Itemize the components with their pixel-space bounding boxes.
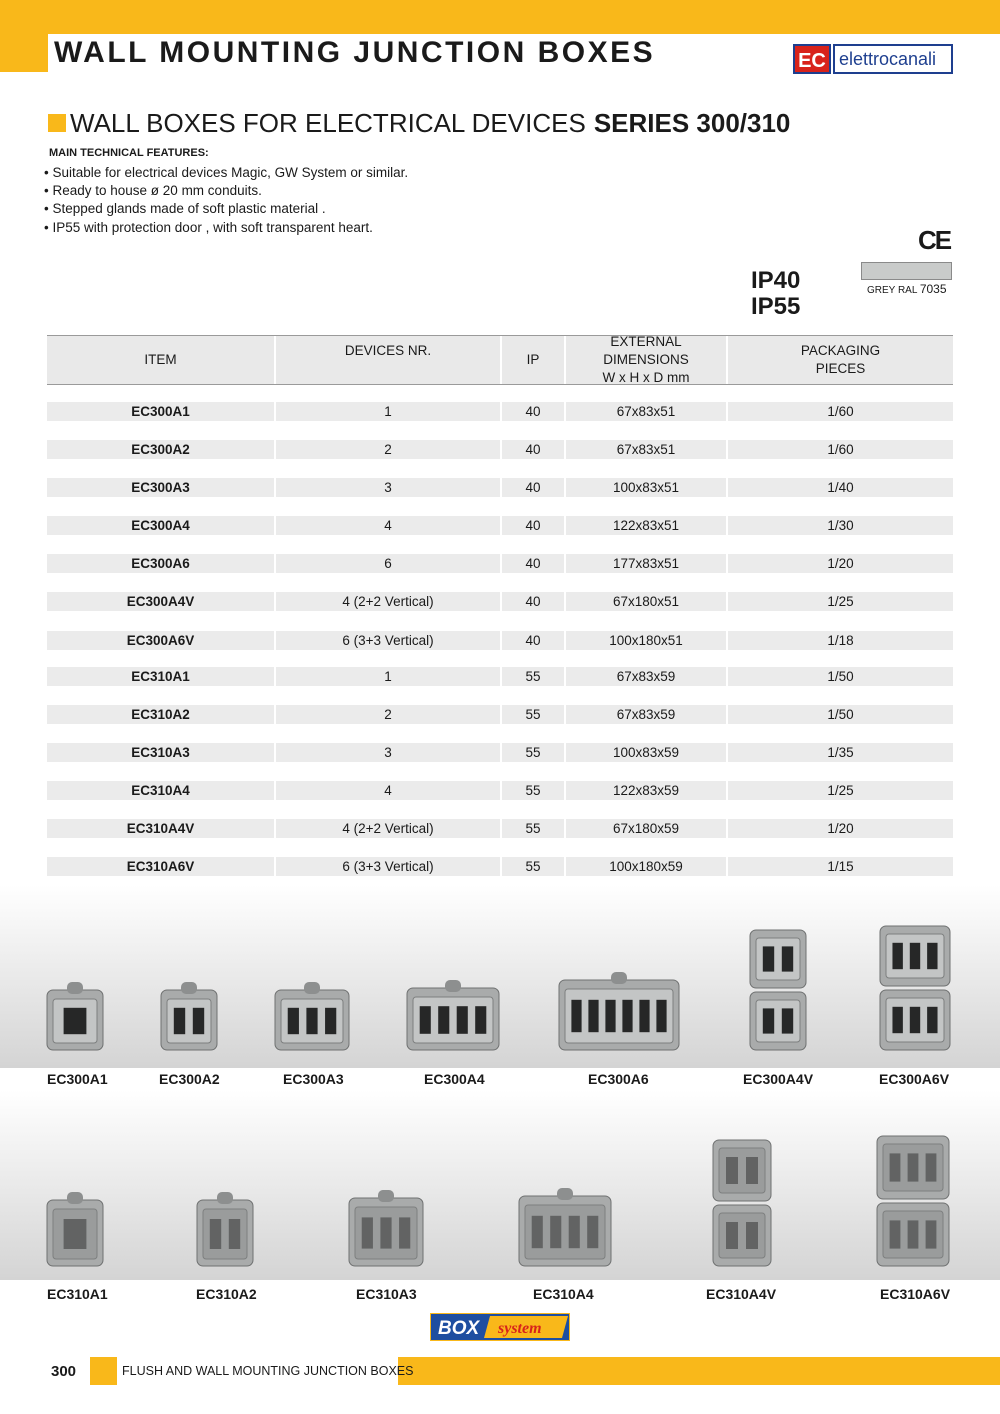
- cell-dims: 100x83x51: [564, 478, 726, 497]
- brand-mark: EC: [793, 44, 831, 74]
- footer-band: [90, 1357, 117, 1385]
- gallery-background: [0, 1090, 1000, 1280]
- cell-item: EC300A2: [47, 440, 274, 459]
- product-label: EC300A2: [159, 1071, 220, 1087]
- cell-dims: 100x180x51: [564, 631, 726, 650]
- cell-dims: 100x180x59: [564, 857, 726, 876]
- cell-devices: 4: [274, 516, 500, 535]
- product-image: [274, 982, 350, 1052]
- feature-item: • Stepped glands made of soft plastic material .: [44, 200, 408, 218]
- logo-system-text: system: [498, 1320, 542, 1337]
- cell-devices: 3: [274, 478, 500, 497]
- product-label: EC300A1: [47, 1071, 108, 1087]
- product-image: [46, 1192, 104, 1268]
- table-row: [47, 516, 953, 535]
- cell-devices: 1: [274, 402, 500, 421]
- cell-devices: 3: [274, 743, 500, 762]
- cell-item: EC310A2: [47, 705, 274, 724]
- cell-dims: 67x180x59: [564, 819, 726, 838]
- product-label: EC310A3: [356, 1286, 417, 1302]
- color-swatch: [861, 262, 952, 280]
- color-label-code: 7035: [919, 282, 947, 296]
- title-tab: [0, 34, 48, 72]
- cell-pack: 1/50: [726, 667, 953, 686]
- table-header: [47, 335, 953, 385]
- color-label-prefix: GREY RAL: [867, 285, 918, 296]
- cell-pack: 1/60: [726, 440, 953, 459]
- features-list: [44, 164, 408, 237]
- cell-item: EC300A1: [47, 402, 274, 421]
- col-header-dimensions: EXTERNAL DIMENSIONS W x H x D mm: [564, 336, 726, 384]
- cell-dims: 67x83x51: [564, 402, 726, 421]
- product-label: EC300A4V: [743, 1071, 814, 1087]
- cell-item: EC300A3: [47, 478, 274, 497]
- cell-dims: 67x83x59: [564, 667, 726, 686]
- product-image: [879, 924, 951, 1052]
- cell-devices: 4 (2+2 Vertical): [274, 819, 500, 838]
- table-row: [47, 819, 953, 838]
- cell-ip: 40: [500, 478, 564, 497]
- cell-item: EC300A6V: [47, 631, 274, 650]
- col-header-item: ITEM: [144, 352, 177, 367]
- brand-name: elettrocanali: [833, 44, 953, 74]
- feature-item: • Ready to house ø 20 mm conduits.: [44, 182, 408, 200]
- cell-pack: 1/15: [726, 857, 953, 876]
- cell-dims: 67x83x51: [564, 440, 726, 459]
- cell-devices: 6 (3+3 Vertical): [274, 631, 500, 650]
- brand-logo: [793, 44, 953, 74]
- table-row: [47, 857, 953, 876]
- cell-devices: 6: [274, 554, 500, 573]
- ip-rating: IP40: [751, 267, 801, 294]
- cell-devices: 6 (3+3 Vertical): [274, 857, 500, 876]
- cell-devices: 2: [274, 705, 500, 724]
- table-row: [47, 478, 953, 497]
- section-title-bold: SERIES 300/310: [593, 108, 791, 138]
- cell-dims: 177x83x51: [564, 554, 726, 573]
- cell-ip: 40: [500, 554, 564, 573]
- table-row: [47, 440, 953, 459]
- product-image: [876, 1134, 950, 1268]
- cell-item: EC300A6: [47, 554, 274, 573]
- footer-text: FLUSH AND WALL MOUNTING JUNCTION BOXES: [122, 1364, 414, 1378]
- table-row: [47, 781, 953, 800]
- product-label: EC300A4: [424, 1071, 485, 1087]
- product-image: [749, 928, 807, 1052]
- cell-ip: 40: [500, 516, 564, 535]
- cell-item: EC310A6V: [47, 857, 274, 876]
- cell-devices: 2: [274, 440, 500, 459]
- box-system-logo: [430, 1313, 570, 1341]
- ip-rating: IP55: [751, 293, 801, 320]
- features-heading: MAIN TECHNICAL FEATURES:: [49, 147, 209, 159]
- cell-pack: 1/60: [726, 402, 953, 421]
- product-image: [518, 1188, 612, 1268]
- section-title-light: WALL BOXES FOR ELECTRICAL DEVICES: [70, 108, 586, 138]
- cell-pack: 1/40: [726, 478, 953, 497]
- cell-pack: 1/20: [726, 819, 953, 838]
- product-label: EC310A1: [47, 1286, 108, 1302]
- cell-item: EC310A4V: [47, 819, 274, 838]
- header-band: [0, 0, 1000, 34]
- cell-pack: 1/18: [726, 631, 953, 650]
- cell-item: EC310A1: [47, 667, 274, 686]
- cell-ip: 55: [500, 857, 564, 876]
- table-row: [47, 631, 953, 650]
- cell-item: EC300A4V: [47, 592, 274, 611]
- section-marker: [48, 114, 66, 132]
- page-number: 300: [51, 1363, 77, 1380]
- product-image: [712, 1138, 772, 1268]
- product-image: [406, 980, 500, 1052]
- col-header-devices: DEVICES NR.: [274, 336, 500, 384]
- cell-ip: 40: [500, 631, 564, 650]
- product-image: [46, 982, 104, 1052]
- table-row: [47, 402, 953, 421]
- feature-item: • IP55 with protection door , with soft transparent heart.: [44, 219, 408, 237]
- cell-ip: 40: [500, 402, 564, 421]
- col-header-packaging: PACKAGING PIECES: [726, 336, 953, 384]
- gallery-background: [0, 885, 1000, 1068]
- product-label: EC310A4: [533, 1286, 594, 1302]
- cell-dims: 67x180x51: [564, 592, 726, 611]
- footer-band: [398, 1357, 1000, 1385]
- cell-pack: 1/50: [726, 705, 953, 724]
- cell-pack: 1/20: [726, 554, 953, 573]
- table-row: [47, 743, 953, 762]
- cell-ip: 40: [500, 592, 564, 611]
- page-title: WALL MOUNTING JUNCTION BOXES: [54, 36, 656, 69]
- cell-dims: 100x83x59: [564, 743, 726, 762]
- product-label: EC310A2: [196, 1286, 257, 1302]
- cell-dims: 67x83x59: [564, 705, 726, 724]
- cell-pack: 1/25: [726, 592, 953, 611]
- cell-item: EC310A4: [47, 781, 274, 800]
- cell-ip: 55: [500, 743, 564, 762]
- cell-devices: 4 (2+2 Vertical): [274, 592, 500, 611]
- cell-ip: 55: [500, 705, 564, 724]
- product-image: [558, 972, 680, 1052]
- table-row: [47, 592, 953, 611]
- product-label: EC310A6V: [880, 1286, 951, 1302]
- cell-ip: 55: [500, 667, 564, 686]
- cell-item: EC300A4: [47, 516, 274, 535]
- cell-item: EC310A3: [47, 743, 274, 762]
- ce-mark: CE: [918, 225, 951, 255]
- color-label: [867, 282, 947, 296]
- cell-pack: 1/35: [726, 743, 953, 762]
- col-header-ip: IP: [500, 336, 564, 384]
- table-row: [47, 705, 953, 724]
- product-label: EC310A4V: [706, 1286, 777, 1302]
- section-title: [70, 108, 790, 139]
- table-row: [47, 667, 953, 686]
- product-image: [348, 1190, 424, 1268]
- cell-devices: 1: [274, 667, 500, 686]
- product-label: EC300A3: [283, 1071, 344, 1087]
- product-label: EC300A6V: [879, 1071, 950, 1087]
- logo-box-text: BOX: [438, 1318, 480, 1339]
- cell-ip: 40: [500, 440, 564, 459]
- table-row: [47, 554, 953, 573]
- product-image: [196, 1192, 254, 1268]
- cell-pack: 1/25: [726, 781, 953, 800]
- cell-ip: 55: [500, 819, 564, 838]
- ip-ratings: [751, 268, 800, 320]
- product-label: EC300A6: [588, 1071, 649, 1087]
- cell-pack: 1/30: [726, 516, 953, 535]
- feature-item: • Suitable for electrical devices Magic, GW System or similar.: [44, 164, 408, 182]
- cell-dims: 122x83x51: [564, 516, 726, 535]
- cell-devices: 4: [274, 781, 500, 800]
- cell-dims: 122x83x59: [564, 781, 726, 800]
- product-image: [160, 982, 218, 1052]
- cell-ip: 55: [500, 781, 564, 800]
